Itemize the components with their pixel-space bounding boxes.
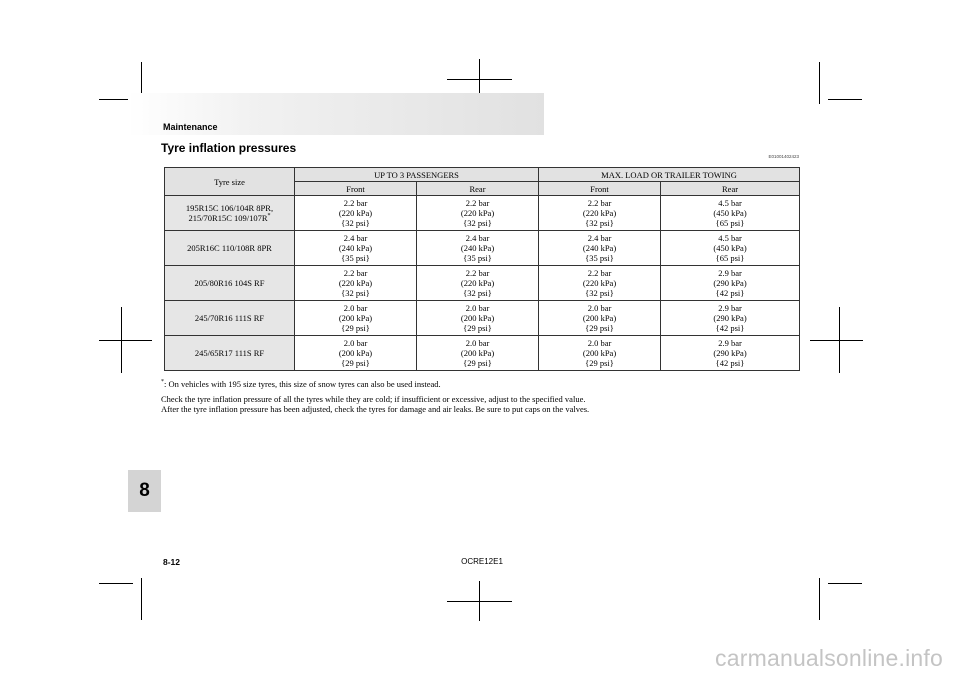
pressure-cell [539, 301, 661, 336]
tyre-size-cell [165, 336, 295, 371]
document-code: OCRE12E1 [461, 557, 503, 566]
pressure-kpa: (240 kPa) [582, 243, 617, 253]
table-row [165, 196, 800, 231]
tyre-size-header: Tyre size [165, 168, 295, 196]
pressure-cell [661, 336, 800, 371]
pressure-kpa: (220 kPa) [338, 208, 373, 218]
tyre-size-text: 245/65R17 111S RF [194, 348, 265, 358]
tyre-size-text: 245/70R16 111S RF [194, 313, 265, 323]
tyre-size-text: 215/70R15C 109/107R [188, 213, 268, 223]
tyre-size-cell [165, 196, 295, 231]
pressure-kpa: (220 kPa) [338, 278, 373, 288]
pressure-bar: 2.0 bar [465, 303, 490, 313]
footnote-mark: * [161, 379, 164, 386]
pressure-cell [539, 231, 661, 266]
pressure-cell [661, 266, 800, 301]
pressure-psi: {65 psi} [715, 253, 745, 263]
pressure-kpa: (200 kPa) [338, 348, 373, 358]
pressure-cell [661, 231, 800, 266]
pressure-kpa: (220 kPa) [582, 278, 617, 288]
pressure-bar: 2.4 bar [343, 233, 368, 243]
pressure-bar: 2.9 bar [718, 268, 742, 278]
pressure-cell [417, 301, 539, 336]
pressure-bar: 2.2 bar [465, 198, 490, 208]
pressure-cell [295, 301, 417, 336]
pressure-kpa: (200 kPa) [582, 313, 617, 323]
sub-header-front: Front [539, 182, 661, 196]
paragraph-check-pressure: Check the tyre inflation pressure of all the tyres while they are cold; if insufficient or excessive, adjust to the specified value. [161, 394, 586, 404]
pressure-cell [417, 336, 539, 371]
pressure-bar: 2.9 bar [718, 303, 742, 313]
pressure-bar: 2.0 bar [343, 303, 368, 313]
tyre-size-line [171, 243, 288, 253]
pressure-cell [661, 301, 800, 336]
tyre-size-text: 205R16C 110/108R 8PR [187, 243, 272, 253]
pressure-kpa: (290 kPa) [713, 313, 747, 323]
pressure-bar: 2.0 bar [343, 338, 368, 348]
tyre-size-cell [165, 266, 295, 301]
page-number: 8-12 [163, 557, 181, 567]
pressure-psi: {32 psi} [585, 288, 614, 298]
table-row [165, 336, 800, 371]
pressure-psi: {35 psi} [585, 253, 614, 263]
pressure-psi: {42 psi} [715, 288, 745, 298]
pressure-cell [539, 196, 661, 231]
pressure-psi: {42 psi} [715, 358, 745, 368]
pressure-bar: 2.0 bar [587, 303, 612, 313]
pressure-cell [417, 231, 539, 266]
pressure-kpa: (200 kPa) [460, 348, 495, 358]
section-label: Maintenance [163, 122, 218, 132]
pressure-bar: 2.2 bar [343, 268, 368, 278]
footnote [161, 379, 441, 389]
pressure-psi: {29 psi} [463, 323, 492, 333]
pressure-psi: {32 psi} [341, 288, 370, 298]
pressure-bar: 2.4 bar [587, 233, 612, 243]
pressure-psi: {32 psi} [341, 218, 370, 228]
group-header-max-load: MAX. LOAD OR TRAILER TOWING [539, 168, 800, 182]
tyre-pressure-table [164, 167, 800, 371]
pressure-cell [661, 196, 800, 231]
pressure-bar: 2.2 bar [587, 198, 612, 208]
pressure-bar: 2.2 bar [343, 198, 368, 208]
pressure-psi: {32 psi} [463, 288, 492, 298]
pressure-bar: 2.2 bar [587, 268, 612, 278]
pressure-bar: 2.0 bar [587, 338, 612, 348]
pressure-kpa: (290 kPa) [713, 278, 747, 288]
pressure-kpa: (220 kPa) [460, 278, 495, 288]
pressure-kpa: (220 kPa) [582, 208, 617, 218]
pressure-bar: 2.9 bar [718, 338, 742, 348]
pressure-psi: {35 psi} [341, 253, 370, 263]
table-row [165, 301, 800, 336]
tyre-size-line [171, 213, 288, 223]
pressure-psi: {65 psi} [715, 218, 745, 228]
pressure-cell [417, 266, 539, 301]
pressure-cell [539, 266, 661, 301]
pressure-kpa: (290 kPa) [713, 348, 747, 358]
pressure-kpa: (200 kPa) [460, 313, 495, 323]
pressure-cell [295, 196, 417, 231]
tyre-size-cell [165, 301, 295, 336]
table-row [165, 266, 800, 301]
pressure-cell [295, 336, 417, 371]
pressure-psi: {29 psi} [341, 358, 370, 368]
tyre-size-line [171, 278, 288, 288]
pressure-psi: {32 psi} [463, 218, 492, 228]
sub-header-front: Front [295, 182, 417, 196]
footnote-marker: * [267, 213, 271, 220]
pressure-kpa: (200 kPa) [582, 348, 617, 358]
footnote-text: : On vehicles with 195 size tyres, this size of snow tyres can also be used instead. [164, 379, 441, 389]
pressure-bar: 4.5 bar [718, 198, 742, 208]
tyre-size-line [171, 348, 288, 358]
pressure-bar: 2.4 bar [465, 233, 490, 243]
pressure-psi: {29 psi} [463, 358, 492, 368]
pressure-cell [295, 266, 417, 301]
pressure-psi: {29 psi} [585, 358, 614, 368]
pressure-bar: 2.0 bar [465, 338, 490, 348]
pressure-kpa: (240 kPa) [338, 243, 373, 253]
pressure-cell [295, 231, 417, 266]
reference-code: E01001402423 [768, 154, 799, 159]
page-title: Tyre inflation pressures [161, 141, 297, 155]
group-header-passengers: UP TO 3 PASSENGERS [295, 168, 539, 182]
sub-header-rear: Rear [661, 182, 800, 196]
watermark: carmanualsonline.info [715, 645, 943, 671]
chapter-tab: 8 [128, 470, 161, 512]
pressure-cell [417, 196, 539, 231]
pressure-kpa: (450 kPa) [713, 208, 747, 218]
pressure-bar: 4.5 bar [718, 233, 742, 243]
pressure-cell [539, 336, 661, 371]
tyre-size-line [171, 313, 288, 323]
pressure-psi: {29 psi} [585, 323, 614, 333]
pressure-psi: {35 psi} [463, 253, 492, 263]
pressure-bar: 2.2 bar [465, 268, 490, 278]
sub-header-rear: Rear [417, 182, 539, 196]
pressure-kpa: (240 kPa) [460, 243, 495, 253]
tyre-size-text: 195R15C 106/104R 8PR, [185, 203, 274, 213]
tyre-size-cell [165, 231, 295, 266]
tyre-size-line [171, 203, 288, 213]
pressure-kpa: (450 kPa) [713, 243, 747, 253]
pressure-psi: {42 psi} [715, 323, 745, 333]
table-row [165, 231, 800, 266]
pressure-psi: {32 psi} [585, 218, 614, 228]
pressure-kpa: (200 kPa) [338, 313, 373, 323]
pressure-kpa: (220 kPa) [460, 208, 495, 218]
tyre-size-text: 205/80R16 104S RF [194, 278, 265, 288]
paragraph-after-adjust: After the tyre inflation pressure has been adjusted, check the tyres for damage and air leaks. Be sure to put caps on the valves. [161, 404, 590, 414]
pressure-psi: {29 psi} [341, 323, 370, 333]
